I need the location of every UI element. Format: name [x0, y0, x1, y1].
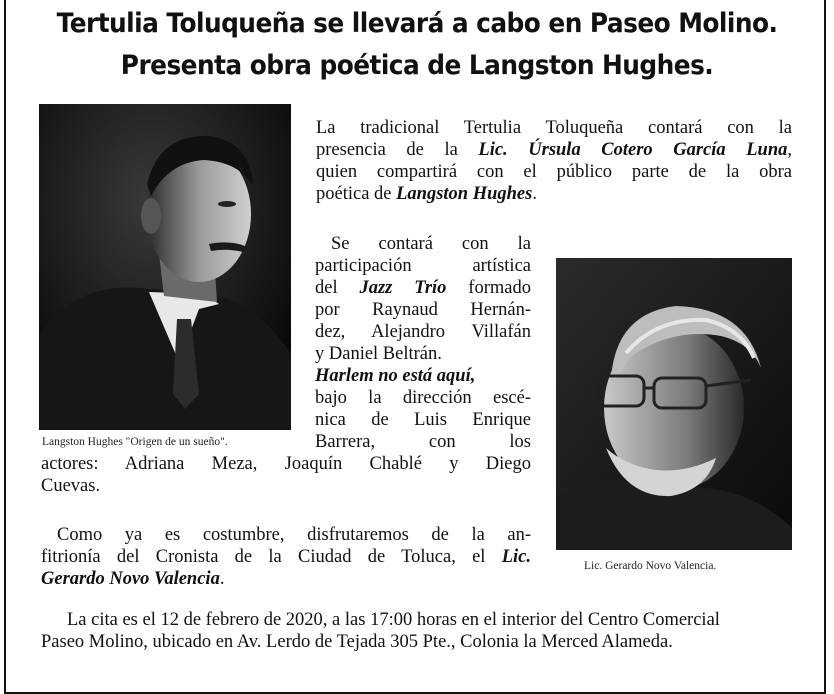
photo-caption-gerardo-novo: Lic. Gerardo Novo Valencia. [584, 560, 717, 572]
cronista-paragraph [41, 524, 531, 590]
cronista-line-3: Gerardo Novo Valencia. [41, 569, 225, 589]
harlem-line-4: Barrera, con los [315, 432, 531, 452]
gerardo-novo-photo [556, 258, 792, 550]
jazz-line-1: Se contará con la [331, 234, 531, 254]
jazz-line-6: y Daniel Beltrán. [315, 344, 442, 364]
intro-line-2: presencia de la Lic. Úrsula Cotero García Luna, [316, 140, 792, 160]
jazz-line-2: participación artística [315, 256, 531, 276]
harlem-line-3: nica de Luis Enrique [315, 410, 531, 430]
harlem-line-5: actores: Adriana Meza, Joaquín Chablé y Diego [41, 454, 531, 474]
harlem-line-2: bajo la dirección escé- [315, 388, 531, 408]
cronista-line-2: fitrionía del Cronista de la Ciudad de Toluca, el Lic. [41, 547, 531, 567]
jazz-line-3: del Jazz Trío formado [315, 278, 531, 298]
headline-line-1: Tertulia Toluqueña se llevará a cabo en Paseo Molino. [56, 8, 778, 39]
cronista-line-1: Como ya es costumbre, disfrutaremos de la an- [57, 525, 531, 545]
closing-paragraph [41, 609, 801, 653]
harlem-paragraph [315, 365, 531, 453]
intro-line-1: La tradicional Tertulia Toluqueña contará con la [316, 118, 792, 138]
photo-caption-langston-hughes: Langston Hughes "Origen de un sueño". [42, 436, 228, 448]
headline-line-2: Presenta obra poética de Langston Hughes. [120, 50, 714, 81]
harlem-line-6: Cuevas. [41, 476, 101, 496]
intro-line-4: poética de Langston Hughes. [316, 184, 537, 204]
harlem-paragraph-continued [41, 453, 531, 497]
jazz-trio-paragraph [315, 233, 531, 365]
harlem-line-1: Harlem no está aquí, [315, 366, 476, 386]
langston-hughes-photo [39, 104, 291, 430]
jazz-line-4: por Raynaud Hernán- [315, 300, 531, 320]
closing-line-1: La cita es el 12 de febrero de 2020, a las 17:00 horas en el interior del Centro Comercial [67, 610, 720, 630]
intro-line-3: quien compartirá con el público parte de la obra [316, 162, 792, 182]
jazz-line-5: dez, Alejandro Villafán [315, 322, 531, 342]
closing-line-2: Paseo Molino, ubicado en Av. Lerdo de Tejada 305 Pte., Colonia la Merced Alameda. [41, 632, 673, 652]
intro-paragraph [316, 117, 792, 205]
